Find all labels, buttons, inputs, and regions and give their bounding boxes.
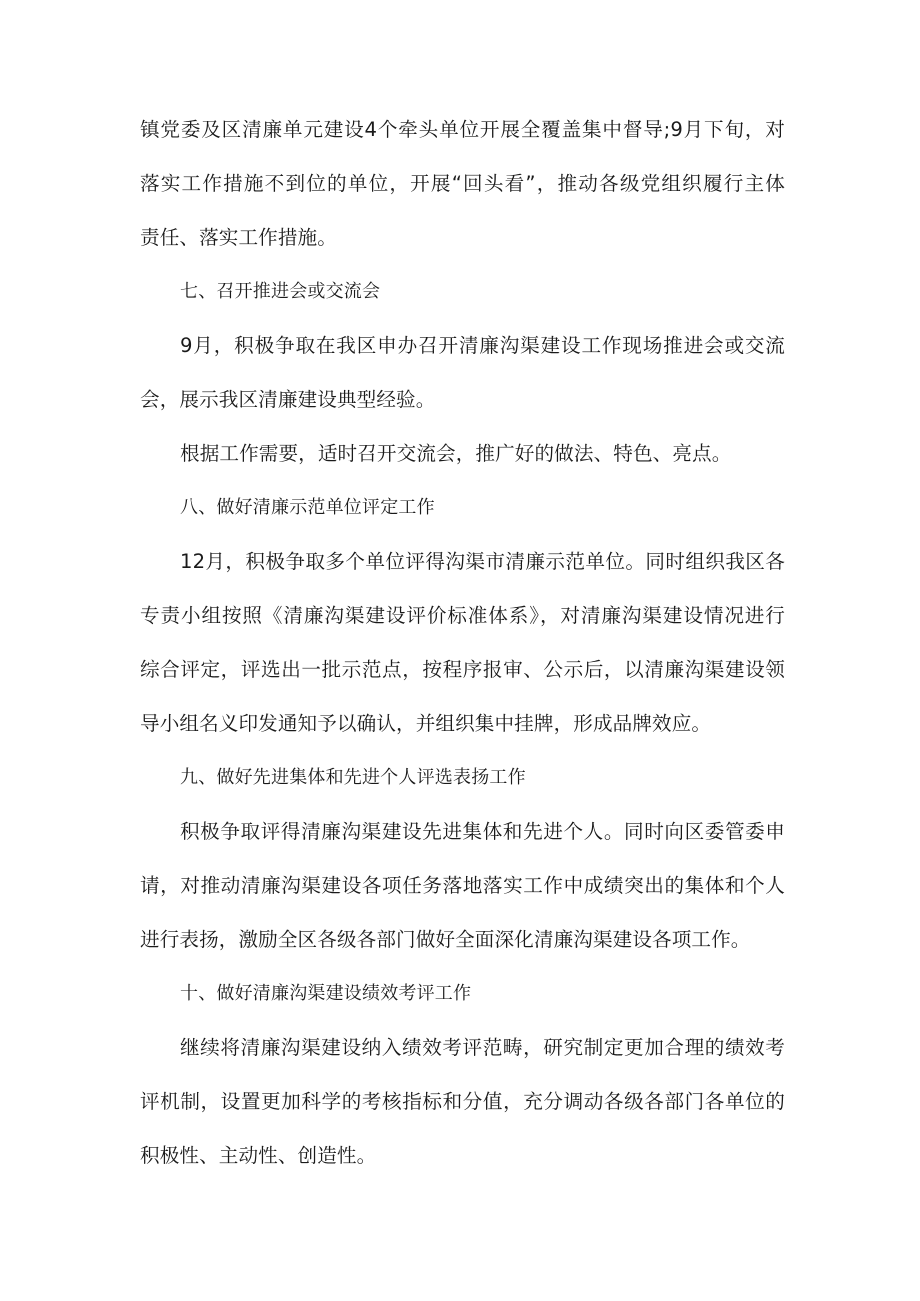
paragraph-line: 导小组名义印发通知予以确认，并组织集中挂牌，形成品牌效应。 [140,712,712,735]
paragraph-line: 会，展示我区清廉建设典型经验。 [140,388,436,411]
paragraph-line: 评机制，设置更加科学的考核指标和分值，充分调动各级各部门各单位的 [140,1090,785,1113]
paragraph-line: 积极争取评得清廉沟渠建设先进集体和先进个人。同时向区委管委申 [180,820,785,843]
section-heading-8: 八、做好清廉示范单位评定工作 [180,497,435,518]
paragraph-line: 镇党委及区清廉单元建设4个牵头单位开展全覆盖集中督导;9月下旬，对 [140,118,785,141]
section-heading-9: 九、做好先进集体和先进个人评选表扬工作 [180,767,526,788]
paragraph-line: 请，对推动清廉沟渠建设各项任务落地落实工作中成绩突出的集体和个人 [140,874,785,897]
paragraph-line: 责任、落实工作措施。 [140,226,337,249]
paragraph-line: 9月，积极争取在我区申办召开清廉沟渠建设工作现场推进会或交流 [180,334,785,357]
paragraph-line: 继续将清廉沟渠建设纳入绩效考评范畴，研究制定更加合理的绩效考 [180,1036,785,1059]
paragraph-line: 落实工作措施不到位的单位，开展“回头看”，推动各级党组织履行主体 [140,172,785,195]
paragraph-line: 根据工作需要，适时召开交流会，推广好的做法、特色、亮点。 [180,442,732,465]
paragraph-line: 综合评定，评选出一批示范点，按程序报审、公示后，以清廉沟渠建设领 [140,658,785,681]
paragraph-line: 12月，积极争取多个单位评得沟渠市清廉示范单位。同时组织我区各 [180,550,785,573]
section-heading-7: 七、召开推进会或交流会 [180,281,381,302]
paragraph-line: 积极性、主动性、创造性。 [140,1144,377,1167]
section-heading-10: 十、做好清廉沟渠建设绩效考评工作 [180,983,472,1004]
paragraph-line: 专责小组按照《清廉沟渠建设评价标准体系》，对清廉沟渠建设情况进行 [140,604,785,627]
paragraph-line: 进行表扬，激励全区各级各部门做好全面深化清廉沟渠建设各项工作。 [140,928,751,951]
